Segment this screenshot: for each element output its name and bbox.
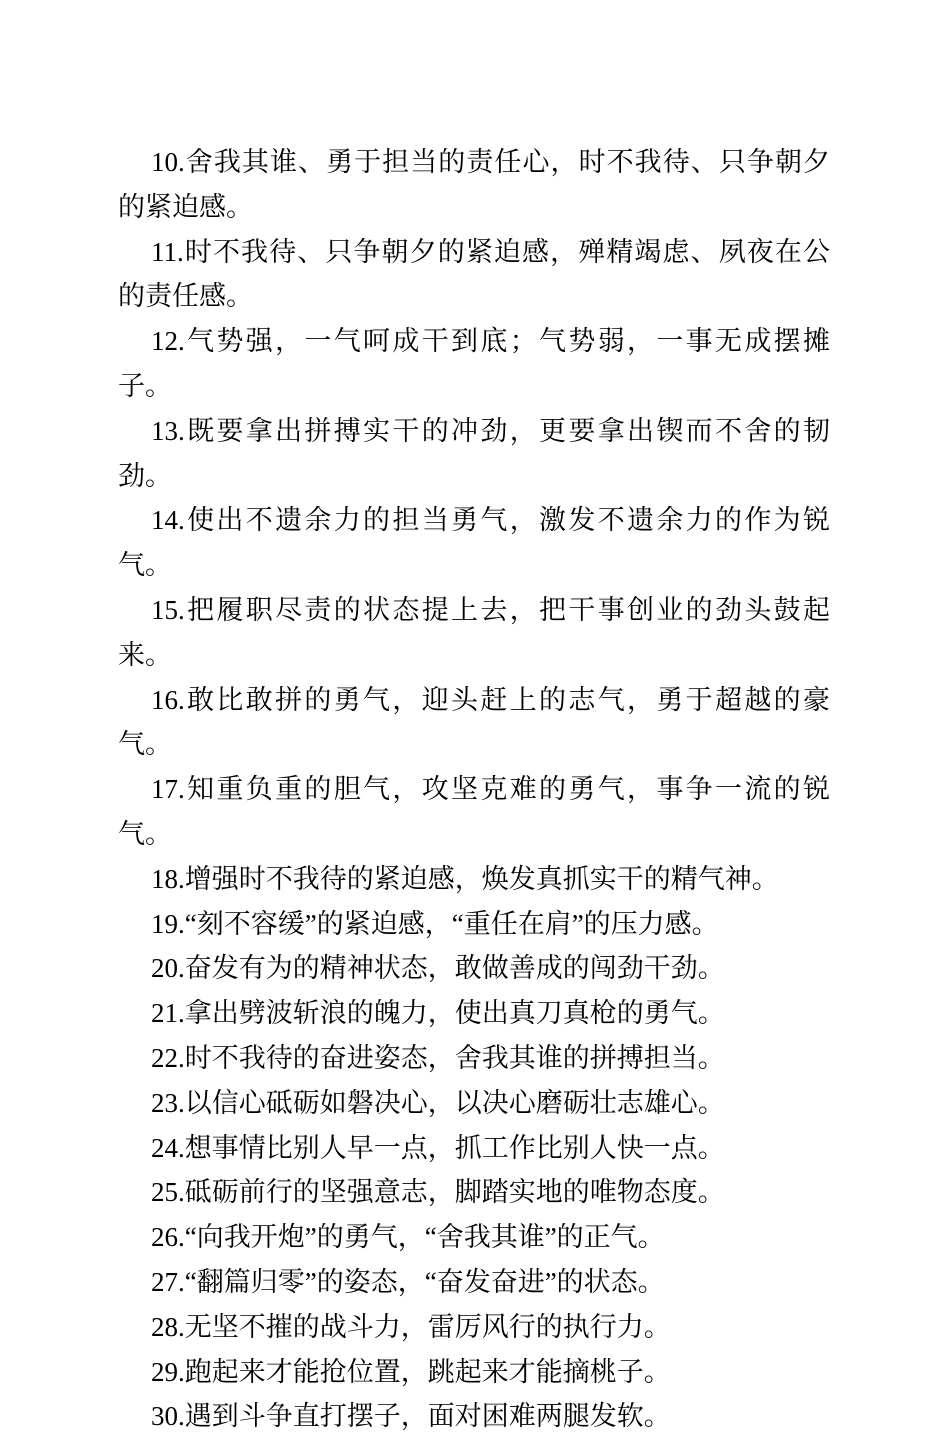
item-number: 24. <box>151 1132 185 1163</box>
list-item <box>118 409 830 499</box>
item-text: 既要拿出拼搏实干的冲劲，更要拿出锲而不舍的韧劲。 <box>118 415 830 491</box>
item-number: 23. <box>151 1087 185 1118</box>
item-number: 30. <box>151 1401 185 1432</box>
list-item <box>118 230 830 320</box>
item-text: “刻不容缓”的紧迫感，“重任在肩”的压力感。 <box>184 908 719 939</box>
item-text: 增强时不我待的紧迫感，焕发真抓实干的精气神。 <box>184 863 779 894</box>
item-number: 12. <box>151 326 185 357</box>
item-text: 气势强，一气呵成干到底；气势弱，一事无成摆摊子。 <box>118 326 830 401</box>
item-number: 19. <box>151 908 185 939</box>
list-item <box>118 946 830 991</box>
list-item <box>118 857 830 902</box>
item-number: 18. <box>151 863 185 894</box>
list-item <box>118 678 830 768</box>
item-text: 以信心砥砺如磐决心，以决心磨砺壮志雄心。 <box>184 1087 725 1118</box>
item-number: 20. <box>151 953 185 984</box>
item-text: 跑起来才能抢位置，跳起来才能摘桃子。 <box>184 1356 671 1387</box>
item-text: “向我开炮”的勇气，“舍我其谁”的正气。 <box>184 1222 665 1253</box>
list-item <box>118 991 830 1036</box>
list-item <box>118 1305 830 1350</box>
item-text: “翻篇归零”的姿态，“奋发奋进”的状态。 <box>184 1266 665 1297</box>
item-number: 29. <box>151 1356 185 1387</box>
item-number: 26. <box>151 1222 185 1253</box>
item-text: 敢比敢拼的勇气，迎头赶上的志气，勇于超越的豪气。 <box>118 684 830 760</box>
item-number: 22. <box>151 1042 185 1073</box>
list-item <box>118 140 830 230</box>
list-item <box>118 1126 830 1171</box>
list-item <box>118 767 830 857</box>
item-text: 时不我待、只争朝夕的紧迫感，殚精竭虑、夙夜在公的责任感。 <box>118 236 830 312</box>
item-number: 15. <box>151 594 185 625</box>
item-text: 遇到斗争直打摆子，面对困难两腿发软。 <box>184 1401 671 1432</box>
item-number: 11. <box>151 236 184 267</box>
item-number: 17. <box>151 774 185 805</box>
list-item <box>118 1394 830 1439</box>
list-item <box>118 1215 830 1260</box>
list-item <box>118 319 830 409</box>
item-number: 25. <box>151 1177 185 1208</box>
list-item <box>118 1350 830 1395</box>
list-item <box>118 902 830 947</box>
item-text: 拿出劈波斩浪的魄力，使出真刀真枪的勇气。 <box>184 998 725 1029</box>
list-item <box>118 1036 830 1081</box>
item-text: 无坚不摧的战斗力，雷厉风行的执行力。 <box>184 1311 671 1342</box>
item-number: 14. <box>151 505 185 536</box>
item-number: 16. <box>151 684 185 715</box>
numbered-list <box>118 140 830 1439</box>
item-number: 28. <box>151 1311 185 1342</box>
list-item <box>118 1260 830 1305</box>
list-item <box>118 1170 830 1215</box>
list-item <box>118 588 830 678</box>
item-text: 把履职尽责的状态提上去，把干事创业的劲头鼓起来。 <box>118 594 830 670</box>
item-number: 27. <box>151 1266 185 1297</box>
list-item <box>118 1081 830 1126</box>
item-text: 想事情比别人早一点，抓工作比别人快一点。 <box>184 1132 725 1163</box>
item-text: 时不我待的奋进姿态，舍我其谁的拼搏担当。 <box>184 1042 725 1073</box>
item-text: 奋发有为的精神状态，敢做善成的闯劲干劲。 <box>184 953 725 984</box>
item-text: 舍我其谁、勇于担当的责任心，时不我待、只争朝夕的紧迫感。 <box>118 147 830 222</box>
item-text: 砥砺前行的坚强意志，脚踏实地的唯物态度。 <box>184 1177 725 1208</box>
item-text: 知重负重的胆气，攻坚克难的勇气，事争一流的锐气。 <box>118 774 830 849</box>
item-number: 21. <box>151 998 185 1029</box>
item-number: 13. <box>151 415 185 446</box>
item-number: 10. <box>151 147 185 177</box>
list-item <box>118 498 830 588</box>
item-text: 使出不遗余力的担当勇气，激发不遗余力的作为锐气。 <box>118 505 830 581</box>
